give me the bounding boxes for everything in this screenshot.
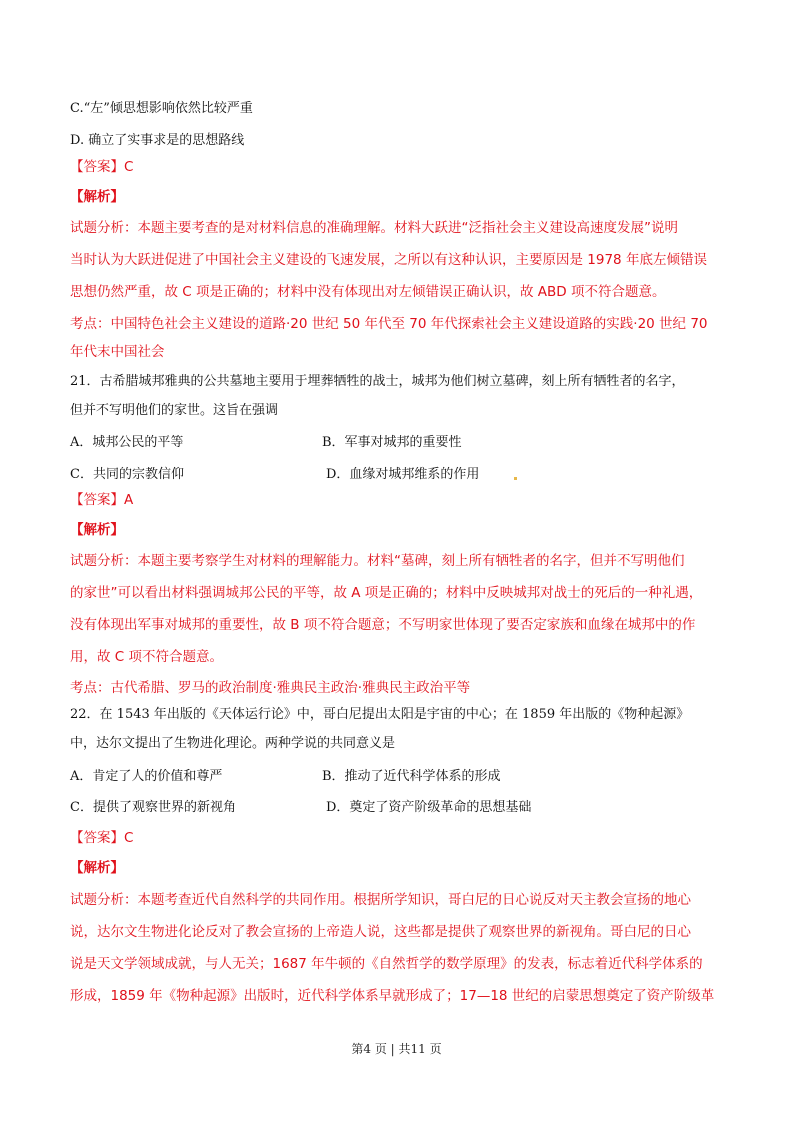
q21-stem-line: 21．古希腊城邦雅典的公共墓地主要用于埋葬牺牲的战士，城邦为他们树立墓碑，刻上所有牺牲者的名字， <box>70 374 685 389</box>
q20-analysis-heading: 【解析】 <box>70 189 124 205</box>
q20-answer: 【答案】C <box>70 159 134 175</box>
q20-analysis-line: 当时认为大跃进促进了中国社会主义建设的飞速发展，之所以有这种认识，主要原因是 1978 年底左倾错误 <box>70 252 707 268</box>
q21-stem-line: 但并不写明他们的家世。这旨在强调 <box>70 403 279 418</box>
stray-dot <box>514 477 517 480</box>
q22-analysis-line: 说，达尔文生物进化论反对了教会宣扬的上帝造人说，这些都是提供了观察世界的新视角。哥白尼的日心 <box>70 924 691 940</box>
q22-analysis-line: 形成，1859 年《物种起源》出版时，近代科学体系早就形成了；17—18 世纪的启蒙思想奠定了资产阶级革 <box>70 988 715 1004</box>
q21-answer: 【答案】A <box>70 492 134 508</box>
q20-analysis-line: 思想仍然严重，故 C 项是正确的；材料中没有体现出对左倾错误正确认识，故 ABD 项不符合题意。 <box>70 284 666 300</box>
q22-stem-line: 22．在 1543 年出版的《天体运行论》中，哥白尼提出太阳是宇宙的中心；在 1859 年出版的《物种起源》 <box>70 707 690 722</box>
q20-analysis-line: 试题分析：本题主要考查的是对材料信息的准确理解。材料大跃进“泛指社会主义建设高速度发展”说明 <box>70 220 678 236</box>
q22-analysis-heading: 【解析】 <box>70 860 124 876</box>
q21-analysis-line: 的家世”可以看出材料强调城邦公民的平等，故 A 项是正确的；材料中反映城邦对战士的死后的一种礼遇， <box>70 585 703 601</box>
q22-option-b: B．推动了近代科学体系的形成 <box>322 769 501 784</box>
q21-option-c: C．共同的宗教信仰 <box>70 467 184 482</box>
q22-stem-line: 中，达尔文提出了生物进化理论。两种学说的共同意义是 <box>70 736 396 751</box>
q21-option-d: D．血缘对城邦维系的作用 <box>326 467 480 482</box>
q20-kaodian-line: 年代末中国社会 <box>70 344 165 360</box>
q21-analysis-line: 用，故 C 项不符合题意。 <box>70 649 224 665</box>
q22-analysis-line: 试题分析：本题考查近代自然科学的共同作用。根据所学知识，哥白尼的日心说反对天主教会宣扬的地心 <box>70 892 691 908</box>
q22-answer: 【答案】C <box>70 830 134 846</box>
q22-option-a: A．肯定了人的价值和尊严 <box>70 769 223 784</box>
q21-analysis-line: 试题分析：本题主要考察学生对材料的理解能力。材料“墓碑，刻上所有牺牲者的名字，但并不写明他们 <box>70 553 685 569</box>
q21-analysis-line: 没有体现出军事对城邦的重要性，故 B 项不符合题意；不写明家世体现了要否定家族和血缘在城邦中的作 <box>70 617 696 633</box>
q22-analysis-line: 说是天文学领域成就，与人无关；1687 年牛顿的《自然哲学的数学原理》的发表，标志着近代科学体系的 <box>70 956 703 972</box>
q21-option-a: A．城邦公民的平等 <box>70 435 184 450</box>
q20-kaodian-line: 考点：中国特色社会主义建设的道路·20 世纪 50 年代至 70 年代探索社会主义建设道路的实践·20 世纪 70 <box>70 316 708 332</box>
q21-kaodian: 考点：古代希腊、罗马的政治制度·雅典民主政治·雅典民主政治平等 <box>70 680 471 696</box>
q21-option-b: B．军事对城邦的重要性 <box>322 435 462 450</box>
q22-option-d: D．奠定了资产阶级革命的思想基础 <box>326 800 532 815</box>
q21-analysis-heading: 【解析】 <box>70 522 124 538</box>
q22-option-c: C．提供了观察世界的新视角 <box>70 800 236 815</box>
q20-option-d: D. 确立了实事求是的思想路线 <box>70 133 245 148</box>
q20-option-c: C.“左”倾思想影响依然比较严重 <box>70 101 253 116</box>
page-footer: 第4 页 | 共11 页 <box>351 1042 442 1056</box>
